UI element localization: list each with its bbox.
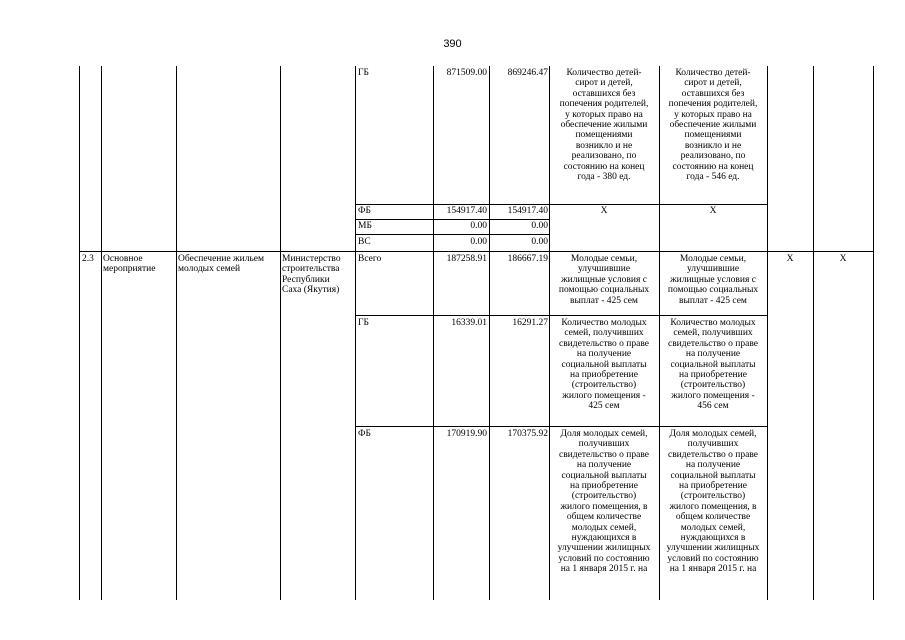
source-cell: ВС [358,237,371,247]
grid-line [355,426,767,427]
source-cell: Всего [358,254,382,264]
grid-line [489,66,490,600]
fact-amount: 170375.92 [507,429,548,439]
grid-line [767,66,768,600]
grid-line [79,66,80,600]
plan-amount: 0.00 [470,237,487,247]
fact-amount: 154917.40 [507,206,548,216]
measure-type: Основное мероприятие [103,254,156,275]
indicator-plan: X [600,206,608,216]
plan-amount: 0.00 [470,221,487,231]
plan-amount: 16339.01 [451,318,487,328]
grid-line [79,251,873,252]
source-cell: ГБ [358,68,369,78]
plan-amount: 154917.40 [446,206,487,216]
measure-name: Обеспечение жильем молодых семей [178,254,265,275]
grid-line [433,66,434,600]
indicator-plan: Количество детей- сирот и детей, оставшихся без попечения родителей, у которых право на обеспечение жилыми помещениями возникло и не реализовано, по состоянию на конец года - 380 ед. [559,68,649,183]
indicator-plan: Доля молодых семей, получивших свидетельство о праве на получение социальной выплаты на приобретение (строительство) жилого помещения, в общем количестве молодых семей, нуждающихся в улучшении жилищных условий по состоянию на 1 января 2015 г. на [557,429,651,575]
indicator-fact: Количество молодых семей, получивших свидетельство о праве на получение социальной выплаты на приобретение (строительство) жилого помещения - 456 сем [667,318,758,412]
indicator-fact: Молодые семьи, улучшившие жилищные условия с помощью социальных выплат - 425 сем [667,254,759,306]
plan-amount: 871509.00 [446,68,487,78]
measure-number: 2.3 [82,254,94,264]
plan-amount: 187258.91 [446,254,487,264]
grid-line [873,66,874,600]
fact-amount: 869246.47 [507,68,548,78]
grid-line [355,234,549,235]
fact-amount: 16291.27 [512,318,548,328]
source-cell: ФБ [358,429,371,439]
column-10-mark: X [839,254,847,264]
page-number: 390 [443,38,462,50]
indicator-fact: Количество детей- сирот и детей, оставшихся без попечения родителей, у которых право на обеспечение жилыми помещениями возникло и не реализовано, по состоянию на конец года - 546 ед. [668,68,758,183]
grid-line [355,66,356,600]
source-cell: ФБ [358,206,371,216]
grid-line [355,204,767,205]
fact-amount: 0.00 [531,221,548,231]
source-cell: ГБ [358,318,369,328]
indicator-plan: Молодые семьи, улучшившие жилищные условия с помощью социальных выплат - 425 сем [558,254,650,306]
grid-line [176,66,177,600]
grid-line [355,219,549,220]
fact-amount: 0.00 [531,237,548,247]
grid-line [549,66,550,600]
column-9-mark: X [786,254,794,264]
measure-executor: Министерство строительства Республики Саха (Якутия) [282,254,341,296]
grid-line [101,66,102,600]
indicator-plan: Количество молодых семей, получивших свидетельство о праве на получение социальной выплаты на приобретение (строительство) жилого помещения - 425 сем [558,318,649,412]
source-cell: МБ [358,221,372,231]
plan-amount: 170919.90 [446,429,487,439]
grid-line [813,66,814,600]
grid-line [280,66,281,600]
fact-amount: 186667.19 [507,254,548,264]
grid-line [355,315,767,316]
indicator-fact: X [709,206,717,216]
grid-line [659,66,660,600]
indicator-fact: Доля молодых семей, получивших свидетельство о праве на получение социальной выплаты на приобретение (строительство) жилого помещения, в общем количестве молодых семей, нуждающихся в улучшении жилищных условий по состоянию на 1 января 2015 г. на [666,429,760,575]
